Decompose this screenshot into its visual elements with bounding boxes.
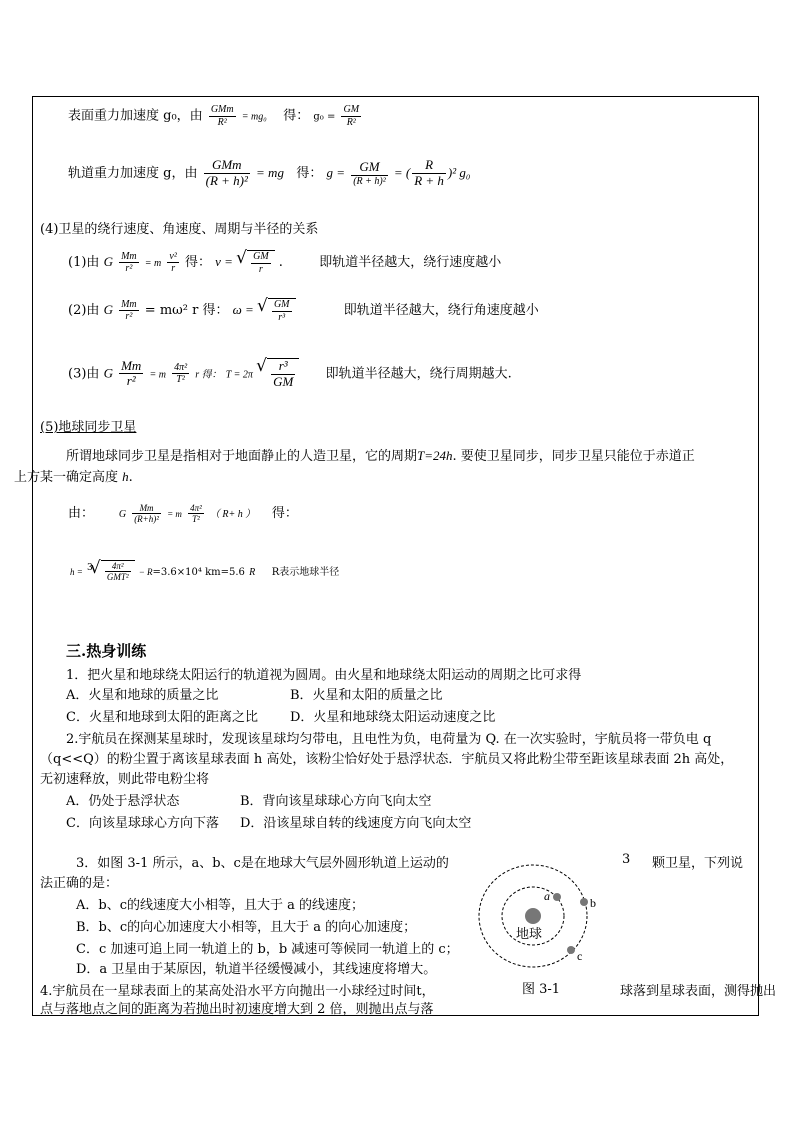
label-c: c xyxy=(577,949,583,963)
section4-item3: (3)由 G $\frac{Mm}{\text{r²}}$ = m $\frac{\text{4π²}}{\text{T²}}$ r 得： T = 2π √ $\frac{\text{r³}}{GM}$ 即轨道半径越大，绕行周期越大. xyxy=(68,358,512,390)
earth-icon xyxy=(525,908,541,924)
label-earth: 地球 xyxy=(516,927,543,942)
q2-option-b: B．背向该星球球心方向飞向太空 xyxy=(240,794,432,809)
q4-line1: 4.宇航员在一星球表面上的某高处沿水平方向抛出一小球经过时间t， xyxy=(40,984,435,999)
section4-heading: (4)卫星的绕行速度、角速度、周期与半径的关系 xyxy=(40,222,319,237)
q3-line1-right: 颗卫星，下列说 xyxy=(652,856,744,871)
section4-item2: (2)由 G $\frac{Mm}{\text{r²}}$ = mω² r 得： ω = √ $\frac{GM}{\text{r³}}$ 即轨道半径越大，绕行角速度越小 xyxy=(68,298,539,323)
height-formula: h = $^3$ √ $\frac{\text{4π²}}{\text{GMT²}}$ − R=3.6×10⁴ km=5.6 R R表示地球半径 xyxy=(70,560,339,583)
q3-option-b: B．b、c的向心加速度大小相等，且大于 a 的向心加速度； xyxy=(76,920,417,935)
q1-option-d: D．火星和地球绕太阳运动速度之比 xyxy=(290,710,496,725)
q4-line1-right: 球落到星球表面，测得抛出 xyxy=(620,984,777,999)
label-a: a xyxy=(544,889,550,903)
q3-option-d: D．a 卫星由于某原因，轨道半径缓慢减小，其线速度将增大。 xyxy=(76,962,437,977)
q1-option-b: B．火星和太阳的质量之比 xyxy=(290,688,443,703)
q2-line3: 无初速释放，则此带电粉尘将 xyxy=(40,772,210,787)
q2-option-d: D．沿该星球自转的线速度方向飞向太空 xyxy=(240,816,472,831)
q2-line1: 2.宇航员在探测某星球时，发现该星球均匀带电，且电性为负，电荷量为 Q. 在一次实验时，宇航员将一带负电 q xyxy=(66,732,712,747)
label-b: b xyxy=(590,896,596,910)
q1-option-a: A．火星和地球的质量之比 xyxy=(66,688,219,703)
figure-caption: 图 3-1 xyxy=(522,982,561,997)
satellite-a-icon xyxy=(553,893,561,901)
q1-option-c: C．火星和地球到太阳的距离之比 xyxy=(66,710,258,725)
q2-option-a: A．仍处于悬浮状态 xyxy=(66,794,180,809)
orbit-gravity-formula: 轨道重力加速度 g，由 $\frac{\text{GMm}}{\text{(R + h)²}}$ = mg 得： g = $\frac{GM}{\text{(R + h)²}}$ = ( $\frac{R}{R + h}$ )² g₀ xyxy=(68,157,471,188)
section4-item1: (1)由 G $\frac{Mm}{\text{r²}}$ = m $\frac{\text{v²}}{r}$ 得： v = √ $\frac{GM}{r}$ . 即轨道半径越大，绕行速度越小 xyxy=(68,250,501,275)
satellite-b-icon xyxy=(580,898,588,906)
section5-formula: 由： G $\frac{Mm}{\text{(R+h)²}}$ = m $\frac{\text{4π²}}{\text{T²}}$ （ R+ h ） 得： xyxy=(68,502,298,524)
q2-option-c: C．向该星球球心方向下落 xyxy=(66,816,219,831)
q4-line2: 点与落地点之间的距离为若抛出时初速度增大到 2 倍，则抛出点与落 xyxy=(40,1002,434,1017)
q3-option-a: A．b、c的线速度大小相等，且大于 a 的线速度； xyxy=(76,898,365,913)
section5-heading: (5)地球同步卫星 xyxy=(40,420,137,435)
satellite-orbit-figure xyxy=(476,862,610,972)
q3-line2: 法正确的是： xyxy=(40,876,119,891)
satellite-c-icon xyxy=(567,946,575,954)
q3-line1: 3．如图 3-1 所示，a、b、c是在地球大气层外圆形轨道上运动的 xyxy=(76,856,449,871)
section3-heading: 三.热身训练 xyxy=(66,642,147,660)
q1-stem: 1．把火星和地球绕太阳运行的轨道视为圆周。由火星和地球绕太阳运动的周期之比可求得 xyxy=(66,668,582,683)
section5-paragraph: 所谓地球同步卫星是指相对于地面静止的人造卫星，它的周期T=24h. 要使卫星同步，同步卫星只能位于赤道正 上方某一确定高度 h. xyxy=(14,448,695,485)
surface-gravity-formula: 表面重力加速度 g₀，由 $\frac{\text{GMm}}{\text{R²}}$ = mg₀ 得： g₀ = $\frac{GM}{\text{R²}}$ xyxy=(68,104,360,128)
q2-line2: （q<<Q）的粉尘置于离该星球表面 h 高处，该粉尘恰好处于悬浮状态．宇航员又将此粉尘带至距该星球表面 2h 高处， xyxy=(40,752,734,767)
q3-option-c: C．c 加速可追上同一轨道上的 b，b 减速可等候同一轨道上的 c； xyxy=(76,942,459,957)
q3-line1-count: 3 xyxy=(622,852,631,867)
